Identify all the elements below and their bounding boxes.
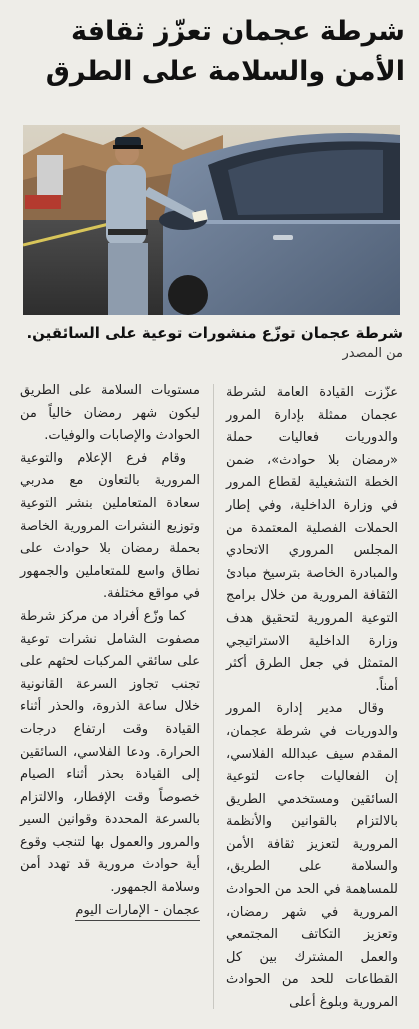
article-byline: عجمان - الإمارات اليوم [75, 902, 200, 921]
column-divider [213, 384, 214, 1009]
article-column-right [226, 382, 398, 1015]
photo-caption: شرطة عجمان توزّع منشورات توعية على السائقين. [26, 324, 403, 342]
article-headline: شرطة عجمان تعزّز ثقافة الأمن والسلامة على الطرق [45, 16, 405, 87]
police-officer-handing-leaflet-image [23, 125, 400, 315]
paragraph: عزّزت القيادة العامة لشرطة عجمان ممثلة بإدارة المرور والدوريات فعاليات حملة «رمضان بلا حوادث»، ضمن الخطة التشغيلية لقطاع المرور في وزارة الداخلية، وفي إطار الحملات الفصلية المعتمدة من المجلس المروري الاتحادي والمبادرة الخاصة بترسيخ مبادئ الثقافة المرورية من خلال برامج التوعية المرورية لتحقيق هدف وزارة الداخلية الاستراتيجي المتمثل في جعل الطرق أكثر أمناً. [226, 385, 398, 694]
paragraph: كما وزّع أفراد من مركز شرطة مصفوت الشامل نشرات توعية على سائقي المركبات لحثهم على تجنب تجاوز السرعة القانونية خلال ساعة الذروة، والحذر أثناء القيادة وقت ارتفاع درجات الحرارة. ودعا الفلاسي، السائقين إلى القيادة بحذر أثناء الصيام خصوصاً وقت الإفطار، والالتزام بالسرعة المحددة وقوانين السير والمرور والعمول بها لتنجب وقوع أية حوادث مرورية قد تهدد أمن وسلامة الجمهور. [20, 608, 200, 896]
paragraph: وقام فرع الإعلام والتوعية المرورية بالتعاون مع مدربي سعادة المتعاملين بنشر التوعية وتوزيع النشرات المرورية الخاصة بحملة رمضان بلا حوادث على نطاق واسع للمتعاملين والجمهور في مواقع مختلفة. [20, 450, 200, 602]
photo-credit: من المصدر [342, 346, 403, 361]
article-photo [23, 125, 400, 315]
article-column-left [20, 380, 200, 922]
paragraph: وقال مدير إدارة المرور والدوريات في شرطة عجمان، المقدم سيف عبدالله الفلاسي، إن الفعاليات جاءت لتوعية السائقين ومستخدمي الطريق بالالتزام بالقوانين والأنظمة المرورية لتعزيز ثقافة الأمن والسلامة على الطريق، للمساهمة في الحد من الحوادث المرورية في شهر رمضان، وتعزيز التكاتف المجتمعي والعمل المشترك بين كل القطاعات للحد من الحوادث المرورية وبلوغ أعلى [226, 701, 398, 1011]
paragraph: مستويات السلامة على الطريق ليكون شهر رمضان خالياً من الحوادث والإصابات والوفيات. [20, 383, 200, 444]
